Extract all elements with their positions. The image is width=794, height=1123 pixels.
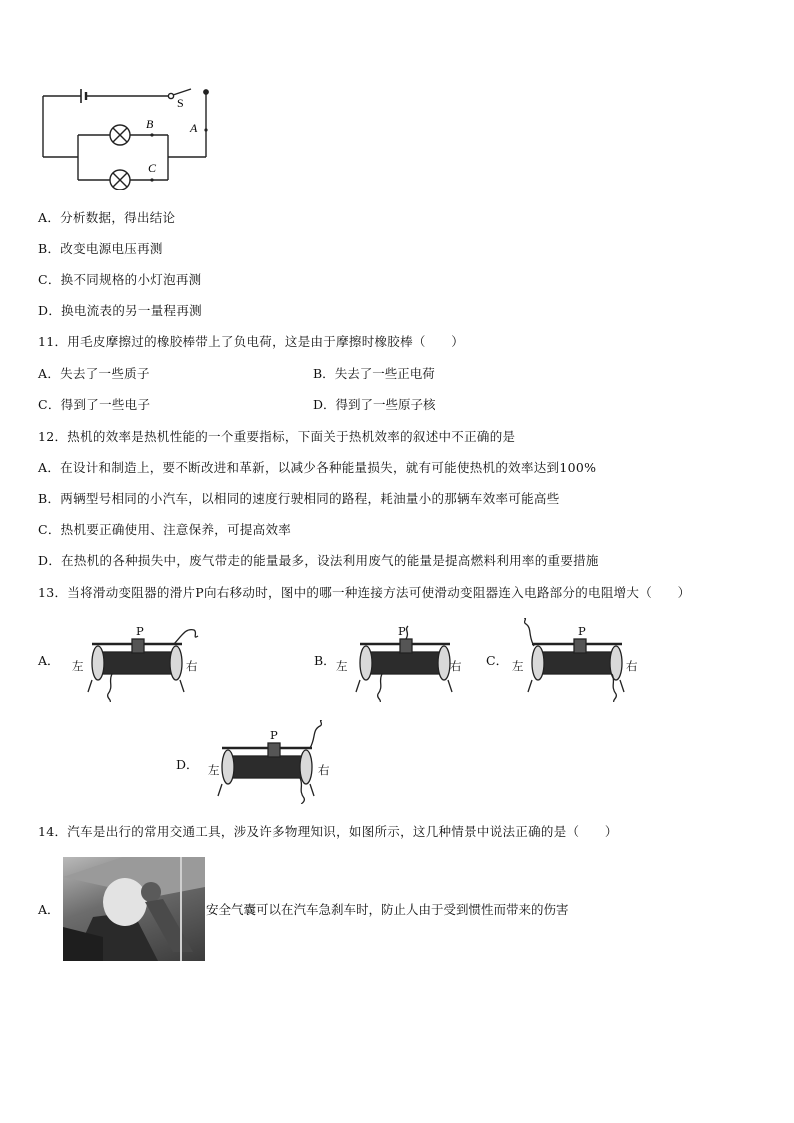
q11-stem: 11．用毛皮摩擦过的橡胶棒带上了负电荷，这是由于摩擦时橡胶棒（ ） xyxy=(38,334,465,349)
right-label: 右 xyxy=(186,659,198,673)
q12-option-a xyxy=(38,458,596,476)
q10-option-a xyxy=(38,208,175,226)
option-text: 改变电源电压再测 xyxy=(60,241,163,256)
option-label: D． xyxy=(313,397,336,412)
left-label: 左 xyxy=(336,659,348,673)
q14-stem: 14．汽车是出行的常用交通工具，涉及许多物理知识，如图所示，这几种情景中说法正确的是（ ） xyxy=(38,824,618,839)
airbag-photo xyxy=(63,857,205,961)
option-label: C． xyxy=(38,272,61,287)
rheostat-figure-b xyxy=(336,622,476,702)
right-label: 右 xyxy=(450,659,462,673)
option-text: 得到了一些原子核 xyxy=(335,397,436,412)
option-text: 分析数据，得出结论 xyxy=(60,210,176,225)
option-text: 换电流表的另一量程再测 xyxy=(61,303,202,318)
left-label: 左 xyxy=(512,659,524,673)
switch-label: S xyxy=(177,96,184,110)
q11-option-c xyxy=(38,395,150,413)
option-text: 失去了一些质子 xyxy=(60,366,150,381)
q11-option-b xyxy=(313,364,435,382)
option-text: 换不同规格的小灯泡再测 xyxy=(60,272,202,287)
q10-option-b xyxy=(38,239,163,257)
point-c-label: C xyxy=(148,161,157,175)
q12-option-b xyxy=(38,489,560,507)
q11-option-d xyxy=(313,395,436,413)
circuit-diagram xyxy=(36,80,216,190)
point-b-label: B xyxy=(146,117,154,131)
q13-option-c-label: C． xyxy=(486,653,509,668)
option-label: D． xyxy=(38,553,62,568)
q11-option-a xyxy=(38,364,150,382)
slider-label: P xyxy=(578,624,586,638)
q14-option-a-text: 安全气囊可以在汽车急刹车时，防止人由于受到惯性而带来的伤害 xyxy=(206,902,569,917)
option-label: C． xyxy=(38,522,61,537)
q10-option-c xyxy=(38,270,201,288)
point-a-label: A xyxy=(190,121,198,135)
option-text: 得到了一些电子 xyxy=(60,397,151,412)
q13-option-b-label: B． xyxy=(314,653,336,668)
option-label: A． xyxy=(38,210,61,225)
q13-option-d-label: D． xyxy=(176,757,199,772)
q13-option-a-label: A． xyxy=(38,653,60,668)
option-label: A． xyxy=(38,366,61,381)
rheostat-figure-a xyxy=(68,622,208,702)
q12-stem: 12．热机的效率是热机性能的一个重要指标，下面关于热机效率的叙述中不正确的是 xyxy=(38,429,516,444)
option-label: B． xyxy=(38,241,61,256)
q12-option-d xyxy=(38,551,599,569)
option-label: B． xyxy=(38,491,61,506)
q14-option-a-label: A． xyxy=(38,902,60,917)
rheostat-figure-c xyxy=(508,618,648,702)
option-text: 在热机的各种损失中，废气带走的能量最多，设法利用废气的能量是提高燃料利用率的重要措施 xyxy=(61,553,599,568)
left-label: 左 xyxy=(208,763,220,777)
q13-stem: 13．当将滑动变阻器的滑片P向右移动时，图中的哪一种连接方法可使滑动变阻器连入电路部分的电阻增大（ ） xyxy=(38,585,691,600)
slider-label: P xyxy=(398,624,406,638)
option-label: B． xyxy=(313,366,335,381)
q12-option-c xyxy=(38,520,291,538)
option-text: 在设计和制造上，要不断改进和革新，以减少各种能量损失，就有可能使热机的效率达到100% xyxy=(60,460,597,475)
left-label: 左 xyxy=(72,659,84,673)
option-label: C． xyxy=(38,397,61,412)
right-label: 右 xyxy=(318,763,330,777)
q10-option-d xyxy=(38,301,202,319)
slider-label: P xyxy=(270,728,278,742)
airbag-illustration xyxy=(63,857,205,961)
right-label: 右 xyxy=(626,659,638,673)
option-label: D． xyxy=(38,303,62,318)
rheostat-figure-d xyxy=(198,720,338,804)
option-text: 失去了一些正电荷 xyxy=(334,366,435,381)
option-label: A． xyxy=(38,460,61,475)
option-text: 热机要正确使用、注意保养，可提高效率 xyxy=(60,522,292,537)
option-text: 两辆型号相同的小汽车，以相同的速度行驶相同的路程，耗油量小的那辆车效率可能高些 xyxy=(60,491,560,506)
slider-label: P xyxy=(136,624,144,638)
